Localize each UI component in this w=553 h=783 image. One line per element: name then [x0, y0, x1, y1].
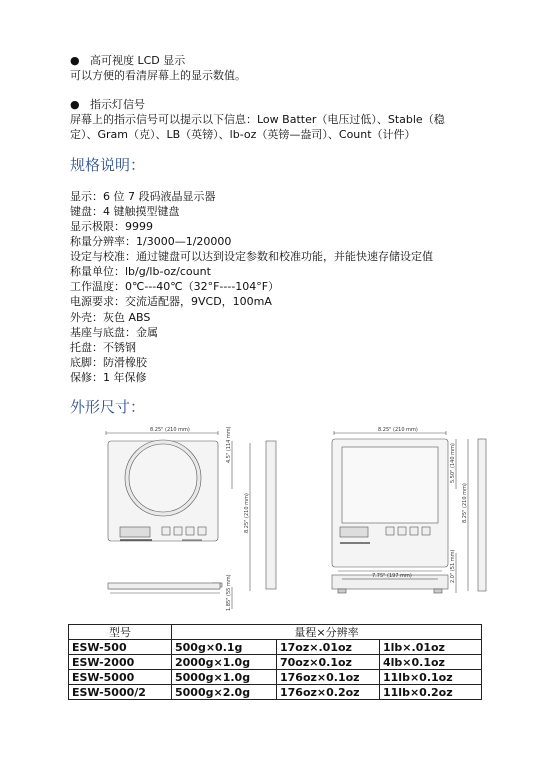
model-table	[68, 624, 482, 700]
table-row	[69, 685, 482, 700]
dim-left-depth: 8.25" (210 mm)	[244, 493, 250, 533]
spec-heading: 规格说明：	[70, 156, 146, 174]
dim-left-width: 8.25" (210 mm)	[150, 427, 190, 433]
table-cell-lb: 11lb×0.2oz	[380, 685, 482, 700]
spec-line: 称量分辨率：1/3000—1/20000	[70, 235, 232, 248]
dim-right-inner: 7.75" (197 mm)	[372, 573, 412, 579]
dim-left-foot: 1.85" (55 mm)	[226, 574, 232, 611]
table-cell-lb: 4lb×0.1oz	[380, 655, 482, 670]
spec-line: 底脚：防滑橡胶	[70, 356, 147, 369]
table-cell-oz: 176oz×0.2oz	[277, 685, 380, 700]
feature-body-indicator-line2: 定）、Gram（克）、LB（英镑）、lb-oz（英镑—盎司）、Count（计件）	[70, 128, 416, 141]
table-cell-model: ESW-2000	[69, 655, 172, 670]
dimension-heading: 外形尺寸：	[70, 398, 146, 416]
spec-line: 工作温度：0℃---40℃（32°F----104°F）	[70, 280, 280, 293]
table-cell-oz: 176oz×0.1oz	[277, 670, 380, 685]
bullet-icon: ●	[70, 54, 80, 67]
spec-line: 显示：6 位 7 段码液晶显示器	[70, 190, 216, 203]
spec-line: 基座与底盘：金属	[70, 326, 158, 339]
spec-line: 保修：1 年保修	[70, 371, 147, 384]
dimension-drawing	[70, 423, 490, 611]
dim-right-foot: 2.0" (51 mm)	[450, 549, 456, 583]
table-header-row	[69, 625, 482, 640]
spec-line: 显示极限：9999	[70, 220, 153, 233]
spec-line: 称量单位：lb/g/lb-oz/count	[70, 265, 211, 278]
spec-line: 托盘：不锈钢	[70, 341, 136, 354]
spec-line: 设定与校准：通过键盘可以达到设定参数和校准功能，并能快速存储设定值	[70, 250, 433, 263]
table-cell-model: ESW-5000	[69, 670, 172, 685]
dim-right-height: 5.50" (140 mm)	[450, 443, 456, 483]
table-row	[69, 655, 482, 670]
feature-title-lcd: 高可视度 LCD 显示	[90, 54, 186, 67]
table-cell-model: ESW-5000/2	[69, 685, 172, 700]
spec-line: 外壳：灰色 ABS	[70, 311, 151, 324]
table-cell-lb: 1lb×.01oz	[380, 640, 482, 655]
dim-right-depth: 8.25" (210 mm)	[462, 483, 468, 523]
table-cell-model: ESW-500	[69, 640, 172, 655]
table-cell-g: 5000g×1.0g	[172, 670, 277, 685]
dim-right-width: 8.25" (210 mm)	[378, 427, 418, 433]
table-cell-oz: 70oz×0.1oz	[277, 655, 380, 670]
table-cell-oz: 17oz×.01oz	[277, 640, 380, 655]
bullet-icon: ●	[70, 98, 80, 111]
feature-body-lcd: 可以方便的看清屏幕上的显示数值。	[70, 69, 246, 82]
spec-line: 电源要求：交流适配器，9VCD，100mA	[70, 295, 272, 308]
table-row	[69, 640, 482, 655]
table-header-range: 量程×分辨率	[172, 625, 482, 640]
dim-left-height: 4.5" (114 mm)	[226, 426, 232, 463]
feature-title-indicator: 指示灯信号	[90, 98, 145, 111]
spec-line: 键盘：4 键触摸型键盘	[70, 205, 180, 218]
table-cell-g: 2000g×1.0g	[172, 655, 277, 670]
table-row	[69, 670, 482, 685]
table-header-model: 型号	[69, 625, 172, 640]
feature-body-indicator-line1: 屏幕上的指示信号可以提示以下信息：Low Batter（电压过低）、Stable（稳	[70, 113, 445, 126]
table-cell-g: 500g×0.1g	[172, 640, 277, 655]
table-cell-g: 5000g×2.0g	[172, 685, 277, 700]
table-cell-lb: 11lb×0.1oz	[380, 670, 482, 685]
